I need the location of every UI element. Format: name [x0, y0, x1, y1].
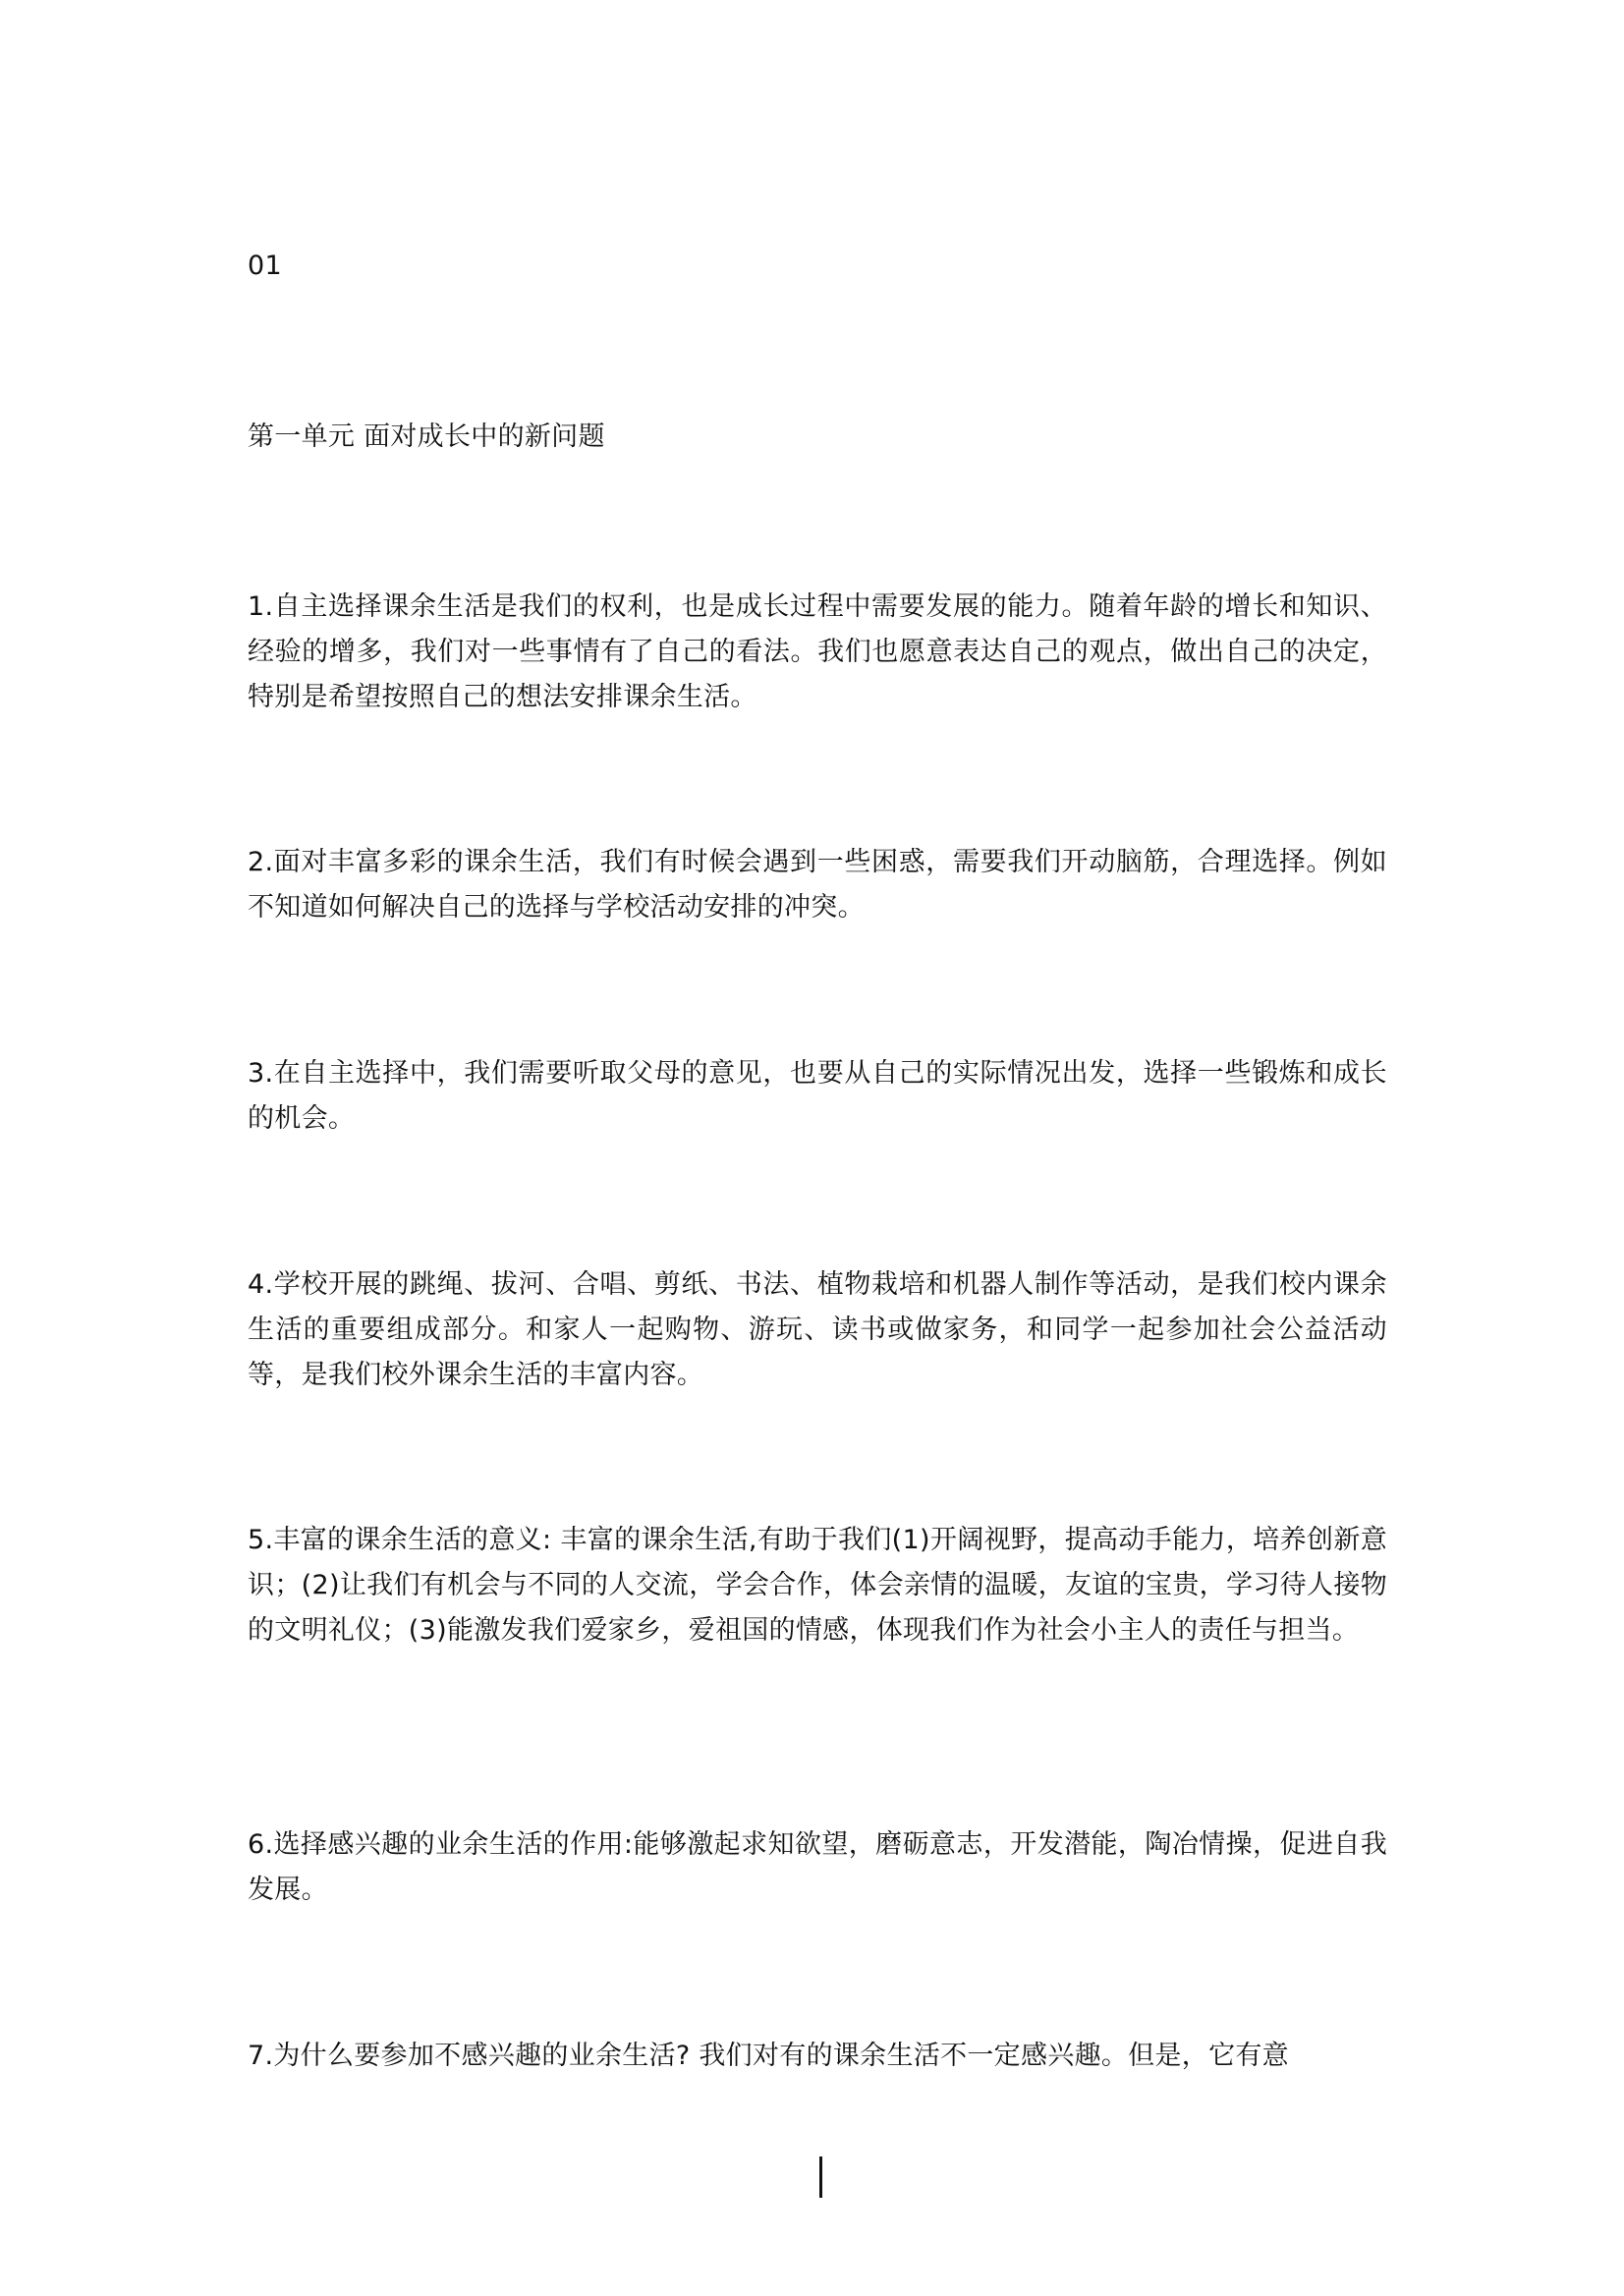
paragraph-4: 4.学校开展的跳绳、拔河、合唱、剪纸、书法、植物栽培和机器人制作等活动，是我们校内课余生活的重要组成部分。和家人一起购物、游玩、读书或做家务，和同学一起参加社会公益活动等，是我们校外课余生活的丰富内容。	[248, 1269, 1387, 1390]
text-cursor	[819, 2156, 822, 2198]
paragraph-3: 3.在自主选择中，我们需要听取父母的意见，也要从自己的实际情况出发，选择一些锻炼和成长的机会。	[248, 1058, 1387, 1134]
paragraph-2: 2.面对丰富多彩的课余生活，我们有时候会遇到一些困惑，需要我们开动脑筋，合理选择。例如不知道如何解决自己的选择与学校活动安排的冲突。	[248, 847, 1387, 923]
paragraph-1: 1.自主选择课余生活是我们的权利，也是成长过程中需要发展的能力。随着年龄的增长和知识、经验的增多，我们对一些事情有了自己的看法。我们也愿意表达自己的观点，做出自己的决定，特别是希望按照自己的想法安排课余生活。	[248, 591, 1387, 712]
page-number: 01	[248, 251, 282, 281]
paragraph-7: 7.为什么要参加不感兴趣的业余生活? 我们对有的课余生活不一定感兴趣。但是，它有意	[248, 2041, 1289, 2071]
unit-title: 第一单元 面对成长中的新问题	[248, 421, 605, 452]
paragraph-6: 6.选择感兴趣的业余生活的作用:能够激起求知欲望，磨砺意志，开发潜能，陶冶情操，促进自我发展。	[248, 1829, 1387, 1905]
paragraph-5: 5.丰富的课余生活的意义: 丰富的课余生活,有助于我们(1)开阔视野，提高动手能力，培养创新意识；(2)让我们有机会与不同的人交流，学会合作，体会亲情的温暖，友谊的宝贵，学习待人接物的文明礼仪；(3)能激发我们爱家乡，爱祖国的情感，体现我们作为社会小主人的责任与担当。	[248, 1525, 1387, 1646]
